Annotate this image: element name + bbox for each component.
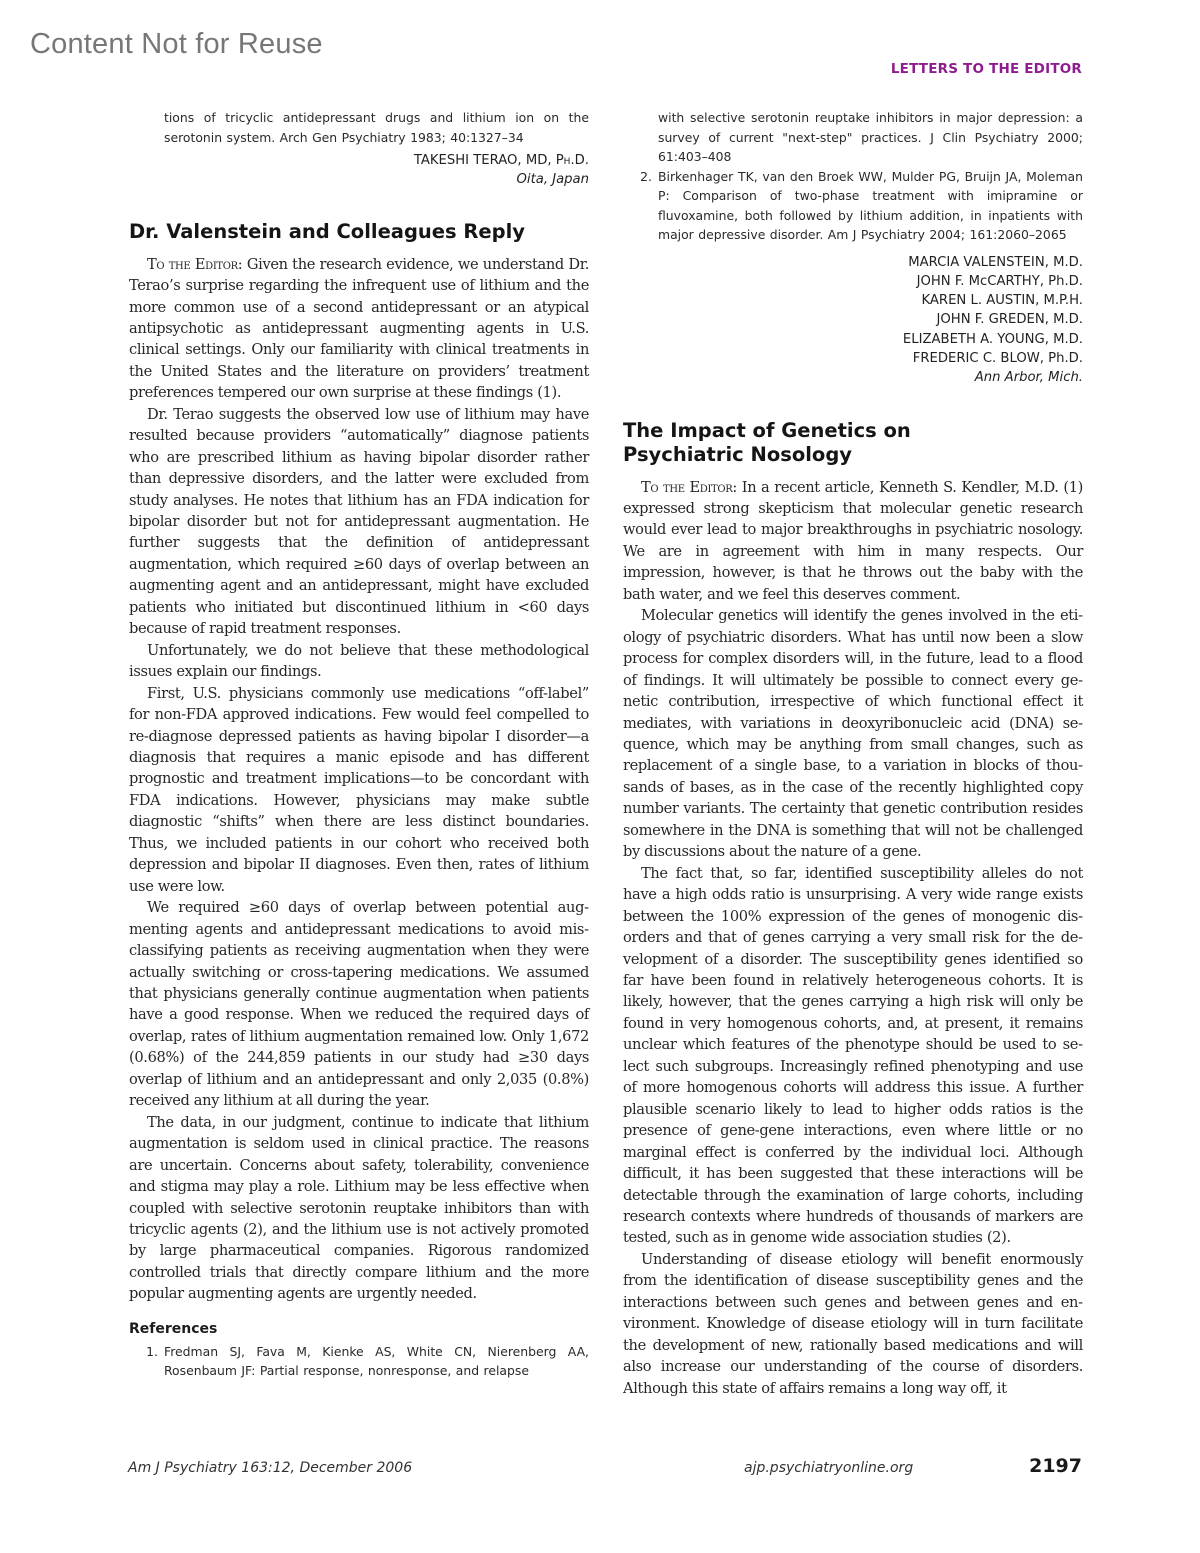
signature-name: KAREN L. AUSTIN, M.P.H. xyxy=(921,293,1083,309)
reference-continuation: with selective serotonin reuptake inhibitors in major depression: a survey of current "next-step" practices. J Clin Psychiatry 2000; 61:403–408 xyxy=(658,110,1083,164)
paragraph: Understanding of disease etiology will benefit enormously from the identification of disease susceptibility genes and the interactions between such genes and between genes and environment. Knowledge of disease etiology will in turn facilitate the development of new, rationally based medications and will also increase our understanding of the course of disorders. Although this state of affairs remains a long way off, it xyxy=(623,1250,1083,1397)
salutation: To the Editor: xyxy=(641,478,737,496)
reply-body xyxy=(129,254,589,1305)
running-head: LETTERS TO THE EDITOR xyxy=(890,61,1082,77)
left-column xyxy=(129,108,589,1383)
reference-number: 2. xyxy=(640,168,652,184)
references-heading: References xyxy=(129,1320,218,1337)
paragraph: We required ≥60 days of overlap between potential augmenting agents and antidepressant medications to avoid misclassifying patients as receiving augmentation when they were actually switching or cross-tapering medications. We assumed that physicians generally continue augmentation when patients have a good response. When we reduced the required days of overlap, rates of lithium augmentation remained low. Only 1,672 (0.68%) of the 244,859 patients in our study had ≥30 days overlap of lithium and an antidepressant and only 2,035 (0.8%) received any lithium at all during the year. xyxy=(129,899,589,1110)
signature-name: MARCIA VALENSTEIN, M.D. xyxy=(908,254,1083,270)
article-body xyxy=(623,477,1083,1399)
reference-text: Birkenhager TK, van den Broek WW, Mulder PG, Bruijn JA, Moleman P: Comparison of two-phase treatment with imipramine or fluvoxamine, both followed by lithium addition, in inpatients with major depressive disorder. Am J Psychiatry 2004; 161:2060–2065 xyxy=(658,168,1083,242)
watermark: Content Not for Reuse xyxy=(30,28,323,60)
reference-text: Fredman SJ, Fava M, Kienke AS, White CN, Nierenberg AA, Rosenbaum JF: Partial response, nonresponse, and relapse xyxy=(164,1343,589,1379)
article-heading: The Impact of Genetics on Psychiatric Nosology xyxy=(623,418,911,466)
paragraph: To the Editor: Given the research evidence, we understand Dr. Terao’s surprise regarding the infrequent use of lithium and the more common use of a second antidepressant or an atypical antipsychotic as antidepressant augmenting agents in U.S. clinical settings. Only our familiarity with clinical treatments in the United States and the literature on providers’ treatment preferences tempered our own surprise at these findings (1). xyxy=(129,255,590,402)
reference-continuation: tions of tricyclic antidepressant drugs and lithium ion on the serotonin system. Arch Gen Psychiatry 1983; 40:1327–34 xyxy=(164,110,589,145)
paragraph: To the Editor: In a recent article, Kenneth S. Kendler, M.D. (1) expressed strong skepticism that molecular genetic research would ever lead to major breakthroughs in psychiatric nosology. We are in agreement with him in many respects. Our impression, however, is that he throws out the baby with the bath water, and we feel this deserves comment. xyxy=(623,478,1084,603)
signature-name: TAKESHI TERAO, MD, Ph.D. xyxy=(413,153,589,168)
salutation: To the Editor: xyxy=(147,255,243,273)
reference-item xyxy=(623,167,1083,245)
right-column xyxy=(623,108,1083,1399)
paragraph: The fact that, so far, identified susceptibility alleles do not have a high odds ratio is unsurprising. A very wide range exists between the 100% expression of the genes of monogenic disorders and that of genes carrying a very small risk for the development of a disorder. The susceptibility genes identified so far have been found in relatively heterogeneous cohorts. It is likely, however, that the genes carrying a high risk will only be found in very homogenous cohorts, and, at present, it remains unclear which features of the phenotype should be used to select such subgroups. Increasingly refined phenotyping and use of more homogenous cohorts will address this issue. A further plausible scenario likely to lead to higher odds ratios is the presence of gene-gene interactions, even where little or no marginal effect is conferred by the individual loci. Although difficult, it has been suggested that these interactions will be detectable through the examination of large cohorts, including research contexts where hundreds of thousands of markers are tested, such as in genome wide association studies (2). xyxy=(623,864,1083,1247)
signature-location: Ann Arbor, Mich. xyxy=(974,370,1083,386)
paragraph: Unfortunately, we do not believe that these methodological issues explain our findings. xyxy=(129,641,589,681)
reference-number: 1. xyxy=(146,1343,158,1359)
paragraph: First, U.S. physicians commonly use medications “off-label” for non-FDA approved indications. Few would feel compelled to re-diagnose depressed patients as having bipolar I disorder—a diagnosis that requires a manic episode and has different prognostic and treatment implications—to be concordant with FDA indications. However, physicians may make subtle diagnostic “shifts” when there are less distinct boundaries. Thus, we included patients in our cohort who received both depression and bipolar II diagnoses. Even then, rates of lithium use were low. xyxy=(129,684,589,895)
footer-citation: Am J Psychiatry 163:12, December 2006 xyxy=(128,1460,413,1476)
signature-name: JOHN F. McCARTHY, Ph.D. xyxy=(916,273,1083,289)
reply-signatures xyxy=(623,253,1083,388)
signature-name: ELIZABETH A. YOUNG, M.D. xyxy=(902,331,1083,347)
paragraph: Dr. Terao suggests the observed low use of lithium may have resulted because providers “automatically” diagnose patients who are prescribed lithium as having bipolar disorder rather than depressive disorders, and the latter were excluded from study analyses. He notes that lithium has an FDA indication for bipolar disorder but not for antidepressant augmentation. He further suggests that the definition of antidepressant augmentation, which required ≥60 days of overlap between an augmenting agent and an antidepressant, might have excluded patients who initiated but discontinued lithium in <60 days because of rapid treatment responses. xyxy=(129,405,589,638)
page-number: 2197 xyxy=(1029,1455,1082,1477)
paragraph: Molecular genetics will identify the genes involved in the etiology of psychiatric disorders. What has until now been a slow process for complex disorders will, in the future, lead to a flood of findings. It will ultimately be possible to connect every genetic contribution, irrespective of which functional effect it mediates, with variations in deoxyribonucleic acid (DNA) sequence, which may be anything from small changes, such as replacement of a single base, to a variation in blocks of thousands of bases, as in the case of the recently highlighted copy number variants. The certainty that genetic contribution resides somewhere in the DNA is something that will not be challenged by discussions about the nature of a gene. xyxy=(623,607,1083,861)
signature-name: FREDERIC C. BLOW, Ph.D. xyxy=(912,350,1083,366)
previous-letter-signature xyxy=(129,151,589,190)
signature-name: JOHN F. GREDEN, M.D. xyxy=(936,312,1083,328)
reply-heading: Dr. Valenstein and Colleagues Reply xyxy=(129,219,526,243)
reference-item xyxy=(129,1342,589,1381)
paragraph: The data, in our judgment, continue to indicate that lithium augmentation is seldom used in clinical practice. The reasons are uncertain. Concerns about safety, tolerability, convenience and stigma may play a role. Lithium may be less effective when coupled with selective serotonin reuptake inhibitors than with tricyclic agents (2), and the lithium use is not actively promoted by large pharmaceutical companies. Rigorous randomized controlled trials that directly compare lithium and the more popular augmenting agents are urgently needed. xyxy=(129,1113,589,1303)
footer-url[interactable]: ajp.psychiatryonline.org xyxy=(744,1460,914,1476)
signature-location: Oita, Japan xyxy=(516,172,589,188)
